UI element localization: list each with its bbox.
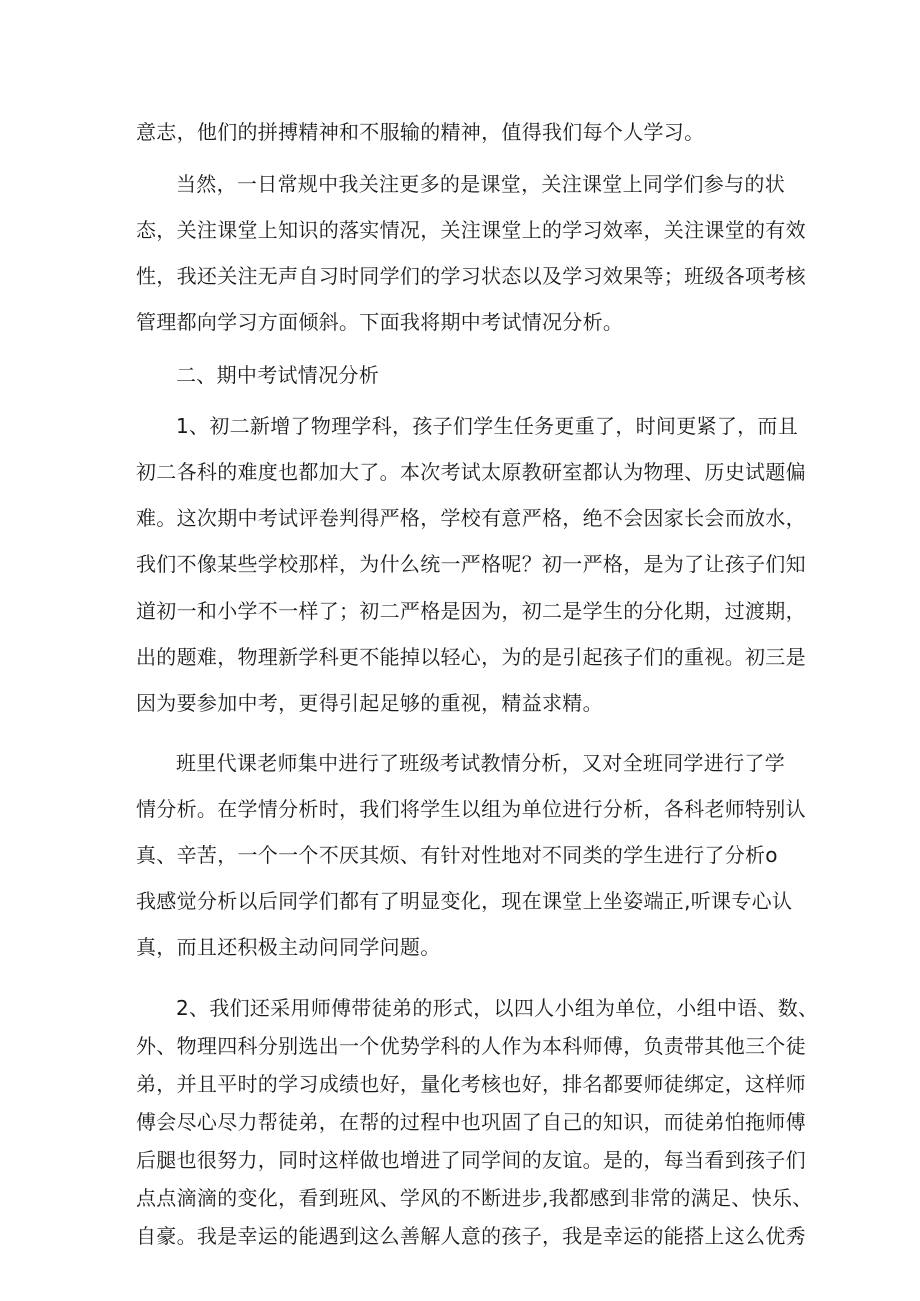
paragraph-first-line: 1、初二新增了物理学科，孩子们学生任务更重了，时间更紧了，而且 <box>176 414 799 438</box>
text-line: 难。这次期中考试评卷判得严格，学校有意严格，绝不会因家长会而放水， <box>136 506 806 530</box>
text-line: 傅会尽心尽力帮徒弟，在帮的过程中也巩固了自己的知识，而徒弟怕拖师傅 <box>136 1110 806 1134</box>
paragraph-first-line: 当然，一日常规中我关注更多的是课堂，关注课堂上同学们参与的状 <box>176 172 785 196</box>
text-line: 我们不像某些学校那样，为什么统一严格呢？初一严格，是为了让孩子们知 <box>136 552 806 576</box>
text-line: 自豪。我是幸运的能遇到这么善解人意的孩子，我是幸运的能搭上这么优秀 <box>136 1224 806 1248</box>
paragraph-first-line: 班里代课老师集中进行了班级考试教情分析，又对全班同学进行了学 <box>176 751 785 775</box>
text-line: 我感觉分析以后同学们都有了明显变化，现在课堂上坐姿端正,听课专心认 <box>136 889 793 913</box>
text-line: 意志，他们的拼搏精神和不服输的精神，值得我们每个人学习。 <box>136 120 705 144</box>
section-heading: 二、期中考试情况分析 <box>176 363 379 387</box>
text-line: 真、辛苦，一个一个不厌其烦、有针对性地对不同类的学生进行了分析o <box>136 843 778 867</box>
text-line: 出的题难，物理新学科更不能掉以轻心，为的是引起孩子们的重视。初三是 <box>136 645 806 669</box>
text-line: 初二各科的难度也都加大了。本次考试太原教研室都认为物理、历史试题偏 <box>136 460 806 484</box>
text-line: 后腿也很努力，同时这样做也增进了同学间的友谊。是的，每当看到孩子们 <box>136 1148 806 1172</box>
text-line: 点点滴滴的变化，看到班风、学风的不断进步,我都感到非常的满足、快乐、 <box>136 1186 813 1210</box>
paragraph-first-line: 2、我们还采用师傅带徒弟的形式，以四人小组为单位，小组中语、数、 <box>176 996 819 1020</box>
text-line: 因为要参加中考，更得引起足够的重视，精益求精。 <box>136 691 603 715</box>
text-line: 情分析。在学情分析时，我们将学生以组为单位进行分析，各科老师特别认 <box>136 797 806 821</box>
text-line: 外、物理四科分别选出一个优势学科的人作为本科师傅，负责带其他三个徒 <box>136 1034 806 1058</box>
text-line: 真，而且还积极主动问同学问题。 <box>136 935 441 959</box>
text-line: 道初一和小学不一样了；初二严格是因为，初二是学生的分化期，过渡期， <box>136 599 806 623</box>
text-line: 性，我还关注无声自习时同学们的学习状态以及学习效果等；班级各项考核 <box>136 264 806 288</box>
text-line: 弟，并且平时的学习成绩也好，量化考核也好，排名都要师徒绑定，这样师 <box>136 1072 806 1096</box>
text-line: 管理都向学习方面倾斜。下面我将期中考试情况分析。 <box>136 310 624 334</box>
text-line: 态，关注课堂上知识的落实情况，关注课堂上的学习效率，关注课堂的有效 <box>136 218 806 242</box>
